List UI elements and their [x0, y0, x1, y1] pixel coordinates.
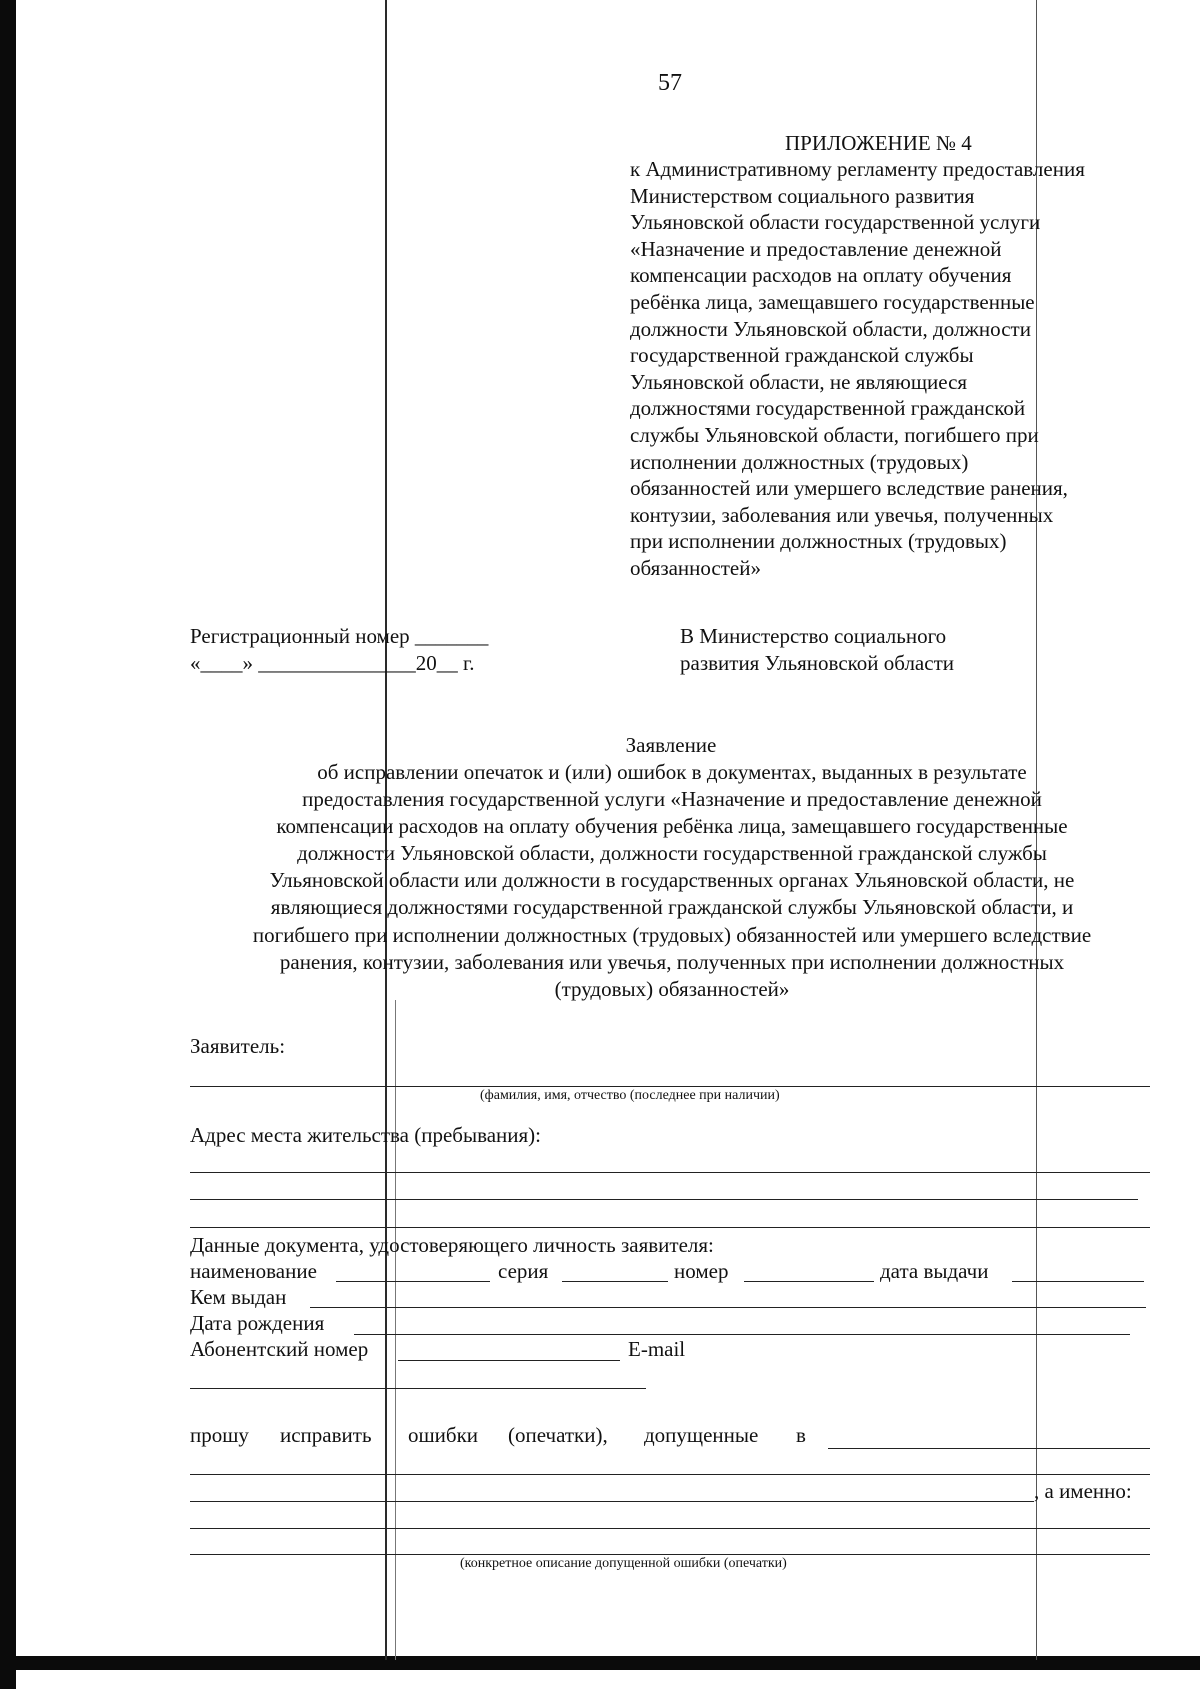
request-document-line[interactable]	[828, 1448, 1150, 1449]
statement-line: об исправлении опечаток и (или) ошибок в документах, выданных в результате	[317, 760, 1027, 784]
appendix-line: обязанностей»	[630, 555, 761, 580]
addressee-line: В Министерство социального	[680, 624, 947, 648]
addressee	[680, 623, 954, 677]
statement-line: ранения, контузии, заболевания или увечья, полученных при исполнении должностных	[279, 949, 1065, 974]
statement-line: должности Ульяновской области, должности государственной гражданской службы	[297, 841, 1047, 866]
registration-number-field: Регистрационный номер _______	[190, 624, 489, 648]
statement-line: (трудовых) обязанностей»	[554, 976, 790, 1001]
statement-subtitle	[180, 759, 1164, 1003]
birth-date-line[interactable]	[354, 1334, 1130, 1335]
error-line-1[interactable]	[190, 1528, 1150, 1529]
request-word: исправить	[280, 1423, 372, 1447]
appendix-line: «Назначение и предоставление денежной	[630, 236, 1002, 261]
statement-title: Заявление	[625, 733, 717, 757]
request-word: (опечатки),	[508, 1423, 608, 1447]
address-line-3[interactable]	[190, 1227, 1150, 1228]
appendix-line: исполнении должностных (трудовых)	[630, 449, 969, 474]
email-line[interactable]	[190, 1388, 646, 1389]
error-caption: (конкретное описание допущенной ошибки (опечатки)	[460, 1556, 787, 1571]
scan-fold-line-inner	[395, 1000, 396, 1660]
appendix-line: Ульяновской области, не являющиеся	[630, 369, 968, 394]
statement-line: Ульяновской области или должности в государственных органах Ульяновской области, не	[269, 868, 1075, 893]
birth-date-label: Дата рождения	[190, 1311, 325, 1335]
appendix-line: Министерством социального развития	[630, 183, 975, 208]
page-number: 57	[658, 70, 682, 96]
id-series-label: серия	[498, 1259, 549, 1283]
request-word: допущенные	[644, 1423, 759, 1447]
scan-bottom-edge	[0, 1656, 1200, 1670]
appendix-line: должностями государственной гражданской	[630, 396, 1026, 421]
error-line-2[interactable]	[190, 1554, 1150, 1555]
appendix-title: ПРИЛОЖЕНИЕ № 4	[785, 131, 972, 155]
id-number-label: номер	[674, 1259, 729, 1283]
issued-by-line[interactable]	[310, 1307, 1146, 1308]
namely-label: , а именно:	[1034, 1479, 1132, 1503]
id-name-line[interactable]	[336, 1281, 490, 1282]
request-word: ошибки	[408, 1423, 479, 1447]
appendix-line: контузии, заболевания или увечья, полученных	[630, 502, 1054, 527]
appendix-line: обязанностей или умершего вследствие ранения,	[630, 476, 1068, 501]
request-line-3[interactable]	[190, 1501, 1034, 1502]
appendix-line: компенсации расходов на оплату обучения	[630, 263, 1012, 288]
applicant-fio-line[interactable]	[190, 1086, 1150, 1087]
id-document-label: Данные документа, удостоверяющего личность заявителя:	[190, 1233, 714, 1257]
phone-label: Абонентский номер	[190, 1337, 369, 1361]
address-line-1[interactable]	[190, 1172, 1150, 1173]
appendix-line: должности Ульяновской области, должности	[630, 316, 1031, 341]
issued-by-label: Кем выдан	[190, 1285, 287, 1309]
phone-line[interactable]	[398, 1360, 620, 1361]
request-line-2[interactable]	[190, 1474, 1150, 1475]
scan-left-edge	[0, 0, 16, 1689]
appendix-line: к Административному регламенту предоставления	[630, 157, 1085, 181]
statement-line: погибшего при исполнении должностных (трудовых) обязанностей или умершего вследствие	[252, 922, 1092, 947]
id-series-line[interactable]	[562, 1281, 668, 1282]
statement-line: компенсации расходов на оплату обучения ребёнка лица, замещавшего государственные	[276, 814, 1068, 839]
id-name-label: наименование	[190, 1259, 317, 1283]
id-number-line[interactable]	[744, 1281, 874, 1282]
address-label: Адрес места жительства (пребывания):	[190, 1123, 542, 1147]
address-line-2[interactable]	[190, 1199, 1138, 1200]
registration-date-field: «____» _______________20__ г.	[190, 651, 475, 675]
statement-line: предоставления государственной услуги «Назначение и предоставление денежной	[302, 787, 1042, 812]
appendix-line: при исполнении должностных (трудовых)	[630, 529, 1007, 554]
statement-line: являющиеся должностями государственной гражданской службы Ульяновской области, и	[270, 895, 1074, 920]
id-issue-date-label: дата выдачи	[880, 1259, 989, 1283]
appendix-line: Ульяновской области государственной услуги	[630, 210, 1041, 235]
email-label: E-mail	[628, 1337, 686, 1361]
addressee-line: развития Ульяновской области	[680, 651, 954, 675]
id-issue-date-line[interactable]	[1012, 1281, 1144, 1282]
request-word: в	[796, 1423, 806, 1447]
appendix-line: службы Ульяновской области, погибшего при	[630, 422, 1039, 447]
fio-caption: (фамилия, имя, отчество (последнее при наличии)	[480, 1088, 780, 1103]
appendix-line: государственной гражданской службы	[630, 343, 974, 368]
applicant-label: Заявитель:	[190, 1034, 286, 1058]
appendix-line: ребёнка лица, замещавшего государственные	[630, 289, 1035, 314]
request-word: прошу	[190, 1423, 249, 1447]
appendix-reference	[630, 156, 1085, 582]
